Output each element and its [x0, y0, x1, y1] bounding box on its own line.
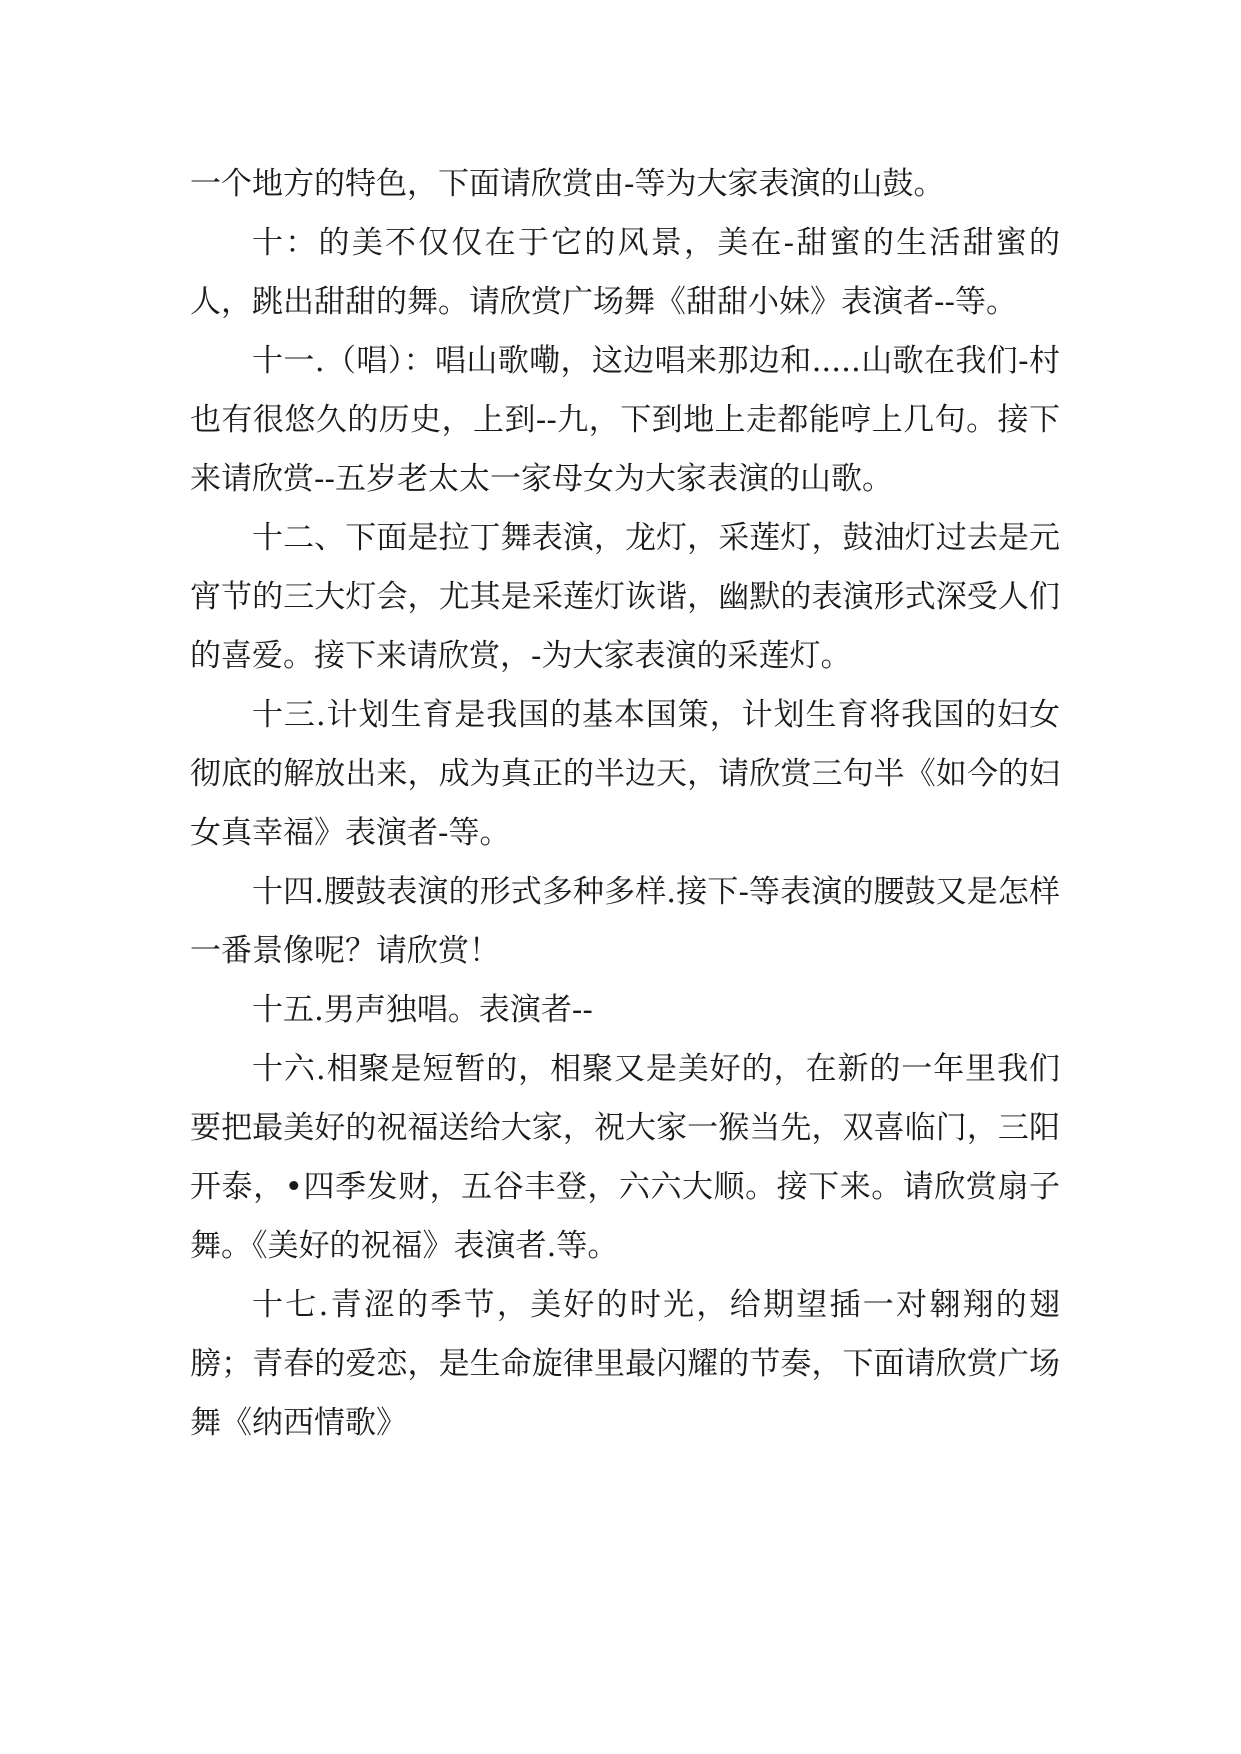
paragraph-item-12: 十二、下面是拉丁舞表演，龙灯，采莲灯，鼓油灯过去是元宵节的三大灯会，尤其是采莲灯诙谐，幽默的表演形式深受人们的喜爱。接下来请欣赏，-为大家表演的采莲灯。 [190, 520, 1060, 674]
document-body [190, 155, 1060, 1453]
paragraph-item-14: 十四.腰鼓表演的形式多种多样.接下-等表演的腰鼓又是怎样一番景像呢？请欣赏！ [190, 874, 1060, 969]
paragraph-item-11: 十一.（唱）：唱山歌嘞，这边唱来那边和.....山歌在我们-村也有很悠久的历史，上到--九，下到地上走都能哼上几句。接下来请欣赏--五岁老太太一家母女为大家表演的山歌。 [190, 343, 1060, 497]
paragraph-item-17: 十七.青涩的季节，美好的时光，给期望插一对翱翔的翅膀；青春的爱恋，是生命旋律里最闪耀的节奏，下面请欣赏广场舞《纳西情歌》 [190, 1287, 1060, 1441]
paragraph-item-10: 十：的美不仅仅在于它的风景，美在-甜蜜的生活甜蜜的人，跳出甜甜的舞。请欣赏广场舞《甜甜小妹》表演者--等。 [190, 225, 1060, 320]
paragraph-continuation: 一个地方的特色，下面请欣赏由-等为大家表演的山鼓。 [190, 166, 945, 202]
paragraph-item-15: 十五.男声独唱。表演者-- [252, 992, 593, 1028]
paragraph-item-16: 十六.相聚是短暂的，相聚又是美好的，在新的一年里我们要把最美好的祝福送给大家，祝大家一猴当先，双喜临门，三阳开泰，•四季发财，五谷丰登，六六大顺。接下来。请欣赏扇子舞。《美好的祝福》表演者.等。 [190, 1051, 1060, 1264]
paragraph-item-13: 十三.计划生育是我国的基本国策，计划生育将我国的妇女彻底的解放出来，成为真正的半边天，请欣赏三句半《如今的妇女真幸福》表演者-等。 [190, 697, 1060, 851]
